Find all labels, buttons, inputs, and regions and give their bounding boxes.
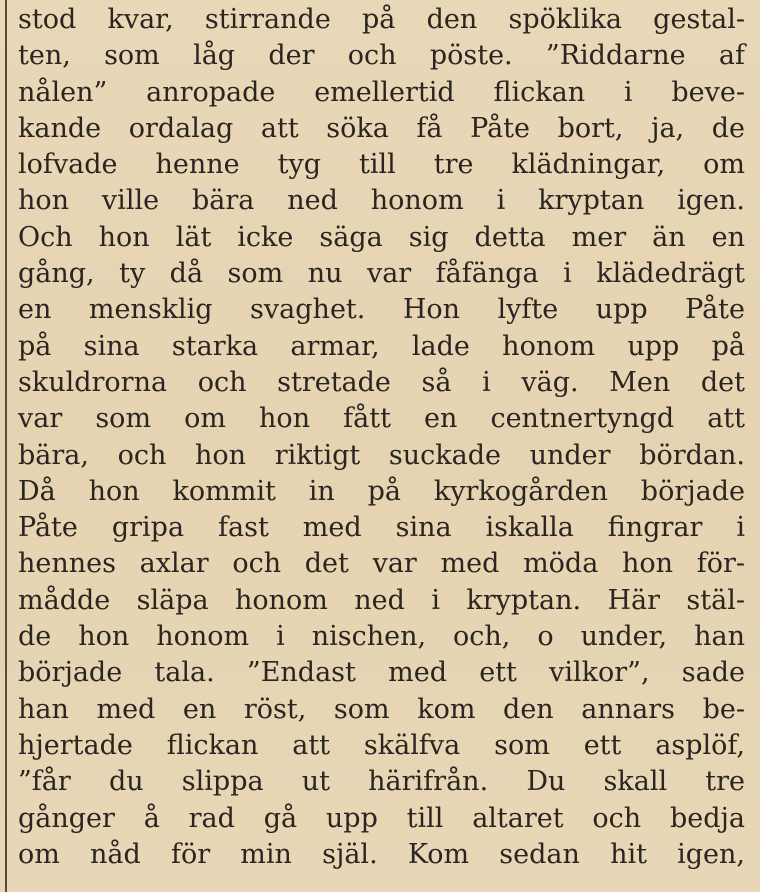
text-line: han med en röst, som kom den annars be- [18, 693, 745, 725]
text-line: hennes axlar och det var med möda hon för- [18, 548, 745, 580]
text-line: hjertade flickan att skälfva som ett asplöf, [18, 729, 745, 761]
text-line: mådde släpa honom ned i kryptan. Här stäl- [18, 584, 745, 616]
article-text [18, 2, 745, 873]
text-line: de hon honom i nischen, och, o under, han [18, 621, 745, 653]
text-line: gång, ty då som nu var fåfänga i klädedrägt [18, 258, 745, 290]
text-line: stod kvar, stirrande på den spöklika gestal- [18, 4, 745, 35]
text-line: en mensklig svaghet. Hon lyfte upp Påte [18, 294, 745, 326]
text-line: gånger å rad gå upp till altaret och bedja [18, 802, 745, 834]
text-line: lofvade henne tyg till tre klädningar, om [18, 149, 745, 181]
text-line: bära, och hon riktigt suckade under bördan. [18, 439, 745, 471]
text-line: nålen” anropade emellertid flickan i beve- [18, 76, 745, 108]
text-line: ten, som låg der och pöste. ”Riddarne af [18, 40, 745, 72]
text-line: Och hon lät icke säga sig detta mer än en [18, 221, 745, 253]
text-line: om nåd för min själ. Kom sedan hit igen, [18, 838, 745, 870]
text-line: var som om hon fått en centnertyngd att [18, 403, 745, 435]
text-line: började tala. ”Endast med ett vilkor”, sade [18, 657, 745, 689]
text-line: skuldrorna och stretade så i väg. Men det [18, 366, 745, 398]
column-rule [5, 0, 7, 892]
text-line: på sina starka armar, lade honom upp på [18, 330, 745, 362]
text-line: Påte gripa fast med sina iskalla fingrar i [18, 512, 745, 544]
text-line: ”får du slippa ut härifrån. Du skall tre [18, 766, 745, 798]
text-line: Då hon kommit in på kyrkogården började [18, 475, 745, 507]
text-line: hon ville bära ned honom i kryptan igen. [18, 185, 745, 217]
text-line: kande ordalag att söka få Påte bort, ja, de [18, 112, 745, 144]
